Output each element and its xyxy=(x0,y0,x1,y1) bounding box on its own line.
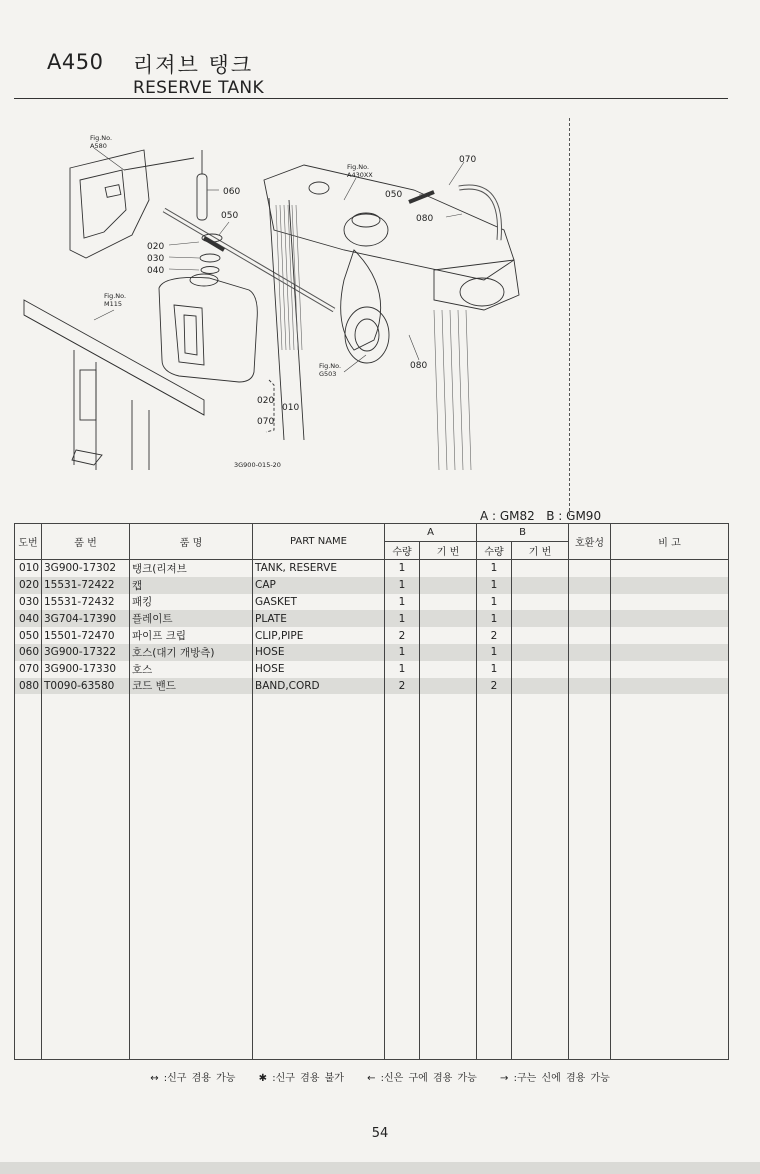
row-part-no: 3G900-17330 xyxy=(42,661,130,678)
row-part-name: TANK, RESERVE xyxy=(253,560,385,577)
callout-020-lower: 020 xyxy=(257,396,275,406)
table-row xyxy=(15,594,729,611)
col-group-a: A xyxy=(385,524,477,542)
row-no: 040 xyxy=(15,610,42,627)
callout-070-lower: 070 xyxy=(257,417,275,427)
fig-ref-m115-line1: Fig.No. xyxy=(104,292,127,300)
table-row xyxy=(15,678,729,695)
table-empty-area xyxy=(15,694,729,1060)
row-name-ko: 파이프 크립 xyxy=(130,627,253,644)
row-remarks xyxy=(611,678,729,695)
row-qty-b: 2 xyxy=(477,678,512,695)
row-interchange xyxy=(569,610,611,627)
row-serial-a xyxy=(420,560,477,577)
row-interchange xyxy=(569,577,611,594)
row-qty-a: 1 xyxy=(385,577,420,594)
callout-030: 030 xyxy=(147,254,165,264)
legend-item-new-to-old: ← :신은 구에 겸용 가능 xyxy=(367,1073,477,1084)
row-interchange xyxy=(569,661,611,678)
parts-table xyxy=(14,523,729,1060)
row-serial-a xyxy=(420,644,477,661)
legend-item-both: ↔ :신구 겸용 가능 xyxy=(150,1073,236,1084)
col-serial-b: 기 번 xyxy=(512,542,569,560)
bracket-a580-drawing xyxy=(70,150,194,258)
table-row xyxy=(15,627,729,644)
row-name-ko: 캡 xyxy=(130,577,253,594)
callout-050-left: 050 xyxy=(221,211,239,221)
row-no: 080 xyxy=(15,678,42,695)
row-part-name: BAND,CORD xyxy=(253,678,385,695)
reserve-tank-drawing xyxy=(159,274,257,382)
row-qty-a: 2 xyxy=(385,627,420,644)
row-part-no: 15531-72432 xyxy=(42,594,130,611)
row-part-no: T0090-63580 xyxy=(42,678,130,695)
callout-070-top: 070 xyxy=(459,155,477,165)
callout-080-lower: 080 xyxy=(410,361,428,371)
callout-020: 020 xyxy=(147,242,165,252)
col-qty-a: 수량 xyxy=(385,542,420,560)
radiator-assembly-drawing xyxy=(264,165,519,470)
drawing-code: 3G900-015-20 xyxy=(234,461,281,469)
row-qty-b: 1 xyxy=(477,577,512,594)
row-remarks xyxy=(611,644,729,661)
compatibility-legend xyxy=(0,1069,760,1084)
row-serial-b xyxy=(512,610,569,627)
row-serial-b xyxy=(512,678,569,695)
row-name-ko: 플레이트 xyxy=(130,610,253,627)
title-english: RESERVE TANK xyxy=(133,78,264,98)
row-part-no: 3G704-17390 xyxy=(42,610,130,627)
row-no: 050 xyxy=(15,627,42,644)
row-no: 020 xyxy=(15,577,42,594)
row-qty-a: 1 xyxy=(385,560,420,577)
row-qty-a: 2 xyxy=(385,678,420,695)
exploded-parts-diagram xyxy=(14,110,574,480)
row-no: 010 xyxy=(15,560,42,577)
fig-ref-a430-line2: A430XX xyxy=(347,171,373,179)
col-interchange: 호환성 xyxy=(569,524,611,560)
row-part-name: HOSE xyxy=(253,644,385,661)
row-interchange xyxy=(569,678,611,695)
row-name-ko: 패킹 xyxy=(130,594,253,611)
row-serial-b xyxy=(512,594,569,611)
row-qty-a: 1 xyxy=(385,594,420,611)
col-no: 도번 xyxy=(15,524,42,560)
col-serial-a: 기 번 xyxy=(420,542,477,560)
col-group-b: B xyxy=(477,524,569,542)
callout-060: 060 xyxy=(223,187,241,197)
row-part-no: 15501-72470 xyxy=(42,627,130,644)
row-remarks xyxy=(611,577,729,594)
row-serial-a xyxy=(420,577,477,594)
row-serial-a xyxy=(420,594,477,611)
row-serial-a xyxy=(420,610,477,627)
col-part-no: 품 번 xyxy=(42,524,130,560)
row-qty-b: 1 xyxy=(477,644,512,661)
row-part-no: 3G900-17302 xyxy=(42,560,130,577)
row-serial-a xyxy=(420,661,477,678)
row-part-name: PLATE xyxy=(253,610,385,627)
row-name-ko: 코드 밴드 xyxy=(130,678,253,695)
row-no: 070 xyxy=(15,661,42,678)
row-interchange xyxy=(569,644,611,661)
fig-ref-g503-line2: G503 xyxy=(319,370,337,378)
col-part-name: PART NAME xyxy=(253,524,385,560)
scan-edge-band xyxy=(0,1162,760,1174)
row-qty-b: 1 xyxy=(477,560,512,577)
row-interchange xyxy=(569,560,611,577)
row-serial-b xyxy=(512,560,569,577)
row-part-no: 15531-72422 xyxy=(42,577,130,594)
row-part-name: CAP xyxy=(253,577,385,594)
row-serial-b xyxy=(512,644,569,661)
row-part-name: HOSE xyxy=(253,661,385,678)
table-row xyxy=(15,577,729,594)
row-remarks xyxy=(611,610,729,627)
row-qty-b: 1 xyxy=(477,610,512,627)
section-code: A450 xyxy=(47,50,104,74)
col-remarks: 비 고 xyxy=(611,524,729,560)
row-serial-b xyxy=(512,577,569,594)
row-qty-b: 2 xyxy=(477,627,512,644)
legend-item-none: ✱ :신구 겸용 불가 xyxy=(258,1073,344,1084)
row-serial-a xyxy=(420,627,477,644)
row-interchange xyxy=(569,627,611,644)
callout-040: 040 xyxy=(147,266,165,276)
fig-ref-a580-line2: A580 xyxy=(90,142,107,150)
callout-050-right: 050 xyxy=(385,190,403,200)
row-remarks xyxy=(611,661,729,678)
row-name-ko: 탱크(리져브 xyxy=(130,560,253,577)
row-part-no: 3G900-17322 xyxy=(42,644,130,661)
hose-060-drawing xyxy=(197,150,207,220)
row-serial-b xyxy=(512,661,569,678)
row-qty-a: 1 xyxy=(385,644,420,661)
model-legend: A : GM82 B : GM90 xyxy=(480,509,602,523)
table-row xyxy=(15,560,729,577)
row-qty-b: 1 xyxy=(477,661,512,678)
row-part-name: GASKET xyxy=(253,594,385,611)
row-qty-a: 1 xyxy=(385,661,420,678)
row-name-ko: 호스(대기 개방측) xyxy=(130,644,253,661)
fig-ref-m115-line2: M115 xyxy=(104,300,123,308)
table-row xyxy=(15,610,729,627)
header-rule xyxy=(14,98,728,99)
fig-ref-a430-line1: Fig.No. xyxy=(347,163,370,171)
page-number: 54 xyxy=(371,1126,389,1141)
row-part-name: CLIP,PIPE xyxy=(253,627,385,644)
callout-080-right: 080 xyxy=(416,214,434,224)
fig-ref-a580-line1: Fig.No. xyxy=(90,134,113,142)
row-no: 030 xyxy=(15,594,42,611)
row-remarks xyxy=(611,560,729,577)
col-qty-b: 수량 xyxy=(477,542,512,560)
row-serial-b xyxy=(512,627,569,644)
row-remarks xyxy=(611,627,729,644)
callout-010: 010 xyxy=(282,403,300,413)
row-remarks xyxy=(611,594,729,611)
frame-m115-drawing xyxy=(24,300,204,470)
title-korean: 리져브 탱크 xyxy=(133,53,254,77)
table-row xyxy=(15,644,729,661)
table-row xyxy=(15,661,729,678)
row-serial-a xyxy=(420,678,477,695)
row-interchange xyxy=(569,594,611,611)
fig-ref-g503-line1: Fig.No. xyxy=(319,362,342,370)
row-no: 060 xyxy=(15,644,42,661)
row-name-ko: 호스 xyxy=(130,661,253,678)
col-name-ko: 품 명 xyxy=(130,524,253,560)
row-qty-a: 1 xyxy=(385,610,420,627)
row-qty-b: 1 xyxy=(477,594,512,611)
legend-item-old-to-new: → :구는 신에 겸용 가능 xyxy=(500,1073,610,1084)
